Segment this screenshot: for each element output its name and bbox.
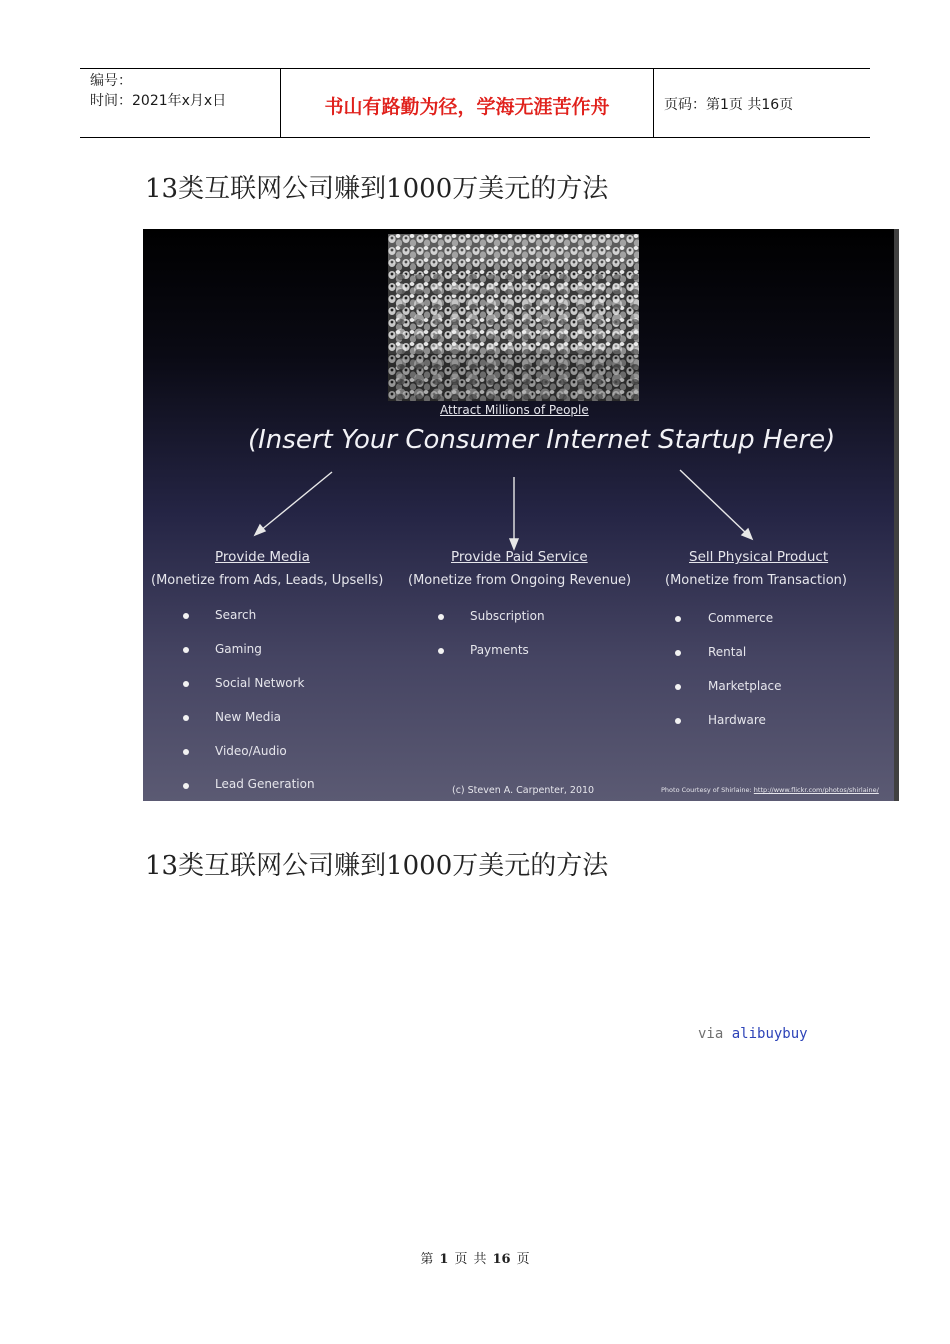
list-item: Search (215, 608, 257, 622)
footer-text: 共 (473, 1252, 487, 1267)
header-page-info: 页码：第1页 共16页 (664, 97, 794, 113)
slide-image (143, 229, 899, 801)
slide-headline: (Insert Your Consumer Internet Startup Here) (248, 425, 836, 455)
list-item: Hardware (708, 713, 766, 727)
column-2-subtitle: (Monetize from Ongoing Revenue) (408, 573, 632, 588)
footer-total-pages: 16 (492, 1252, 511, 1267)
list-item: Payments (470, 643, 529, 657)
list-item: Commerce (708, 611, 774, 625)
column-3-subtitle: (Monetize from Transaction) (665, 573, 847, 588)
bullet-icon (675, 650, 681, 656)
bullet-icon (675, 684, 681, 690)
bullet-icon (675, 718, 681, 724)
bullet-icon (438, 648, 444, 654)
footer-text: 第 (420, 1252, 434, 1267)
column-1-title: Provide Media (215, 549, 310, 565)
via-link[interactable]: alibuybuy (731, 1026, 808, 1042)
photo-credit (661, 786, 879, 794)
serial-label: 编号： (90, 73, 132, 89)
via-label: via (698, 1026, 724, 1042)
bullet-icon (183, 647, 189, 653)
footer-text: 页 (454, 1252, 468, 1267)
bullet-icon (675, 616, 681, 622)
column-1-subtitle: (Monetize from Ads, Leads, Upsells) (151, 573, 384, 588)
page-header (80, 68, 870, 138)
column-3-title: Sell Physical Product (689, 549, 829, 565)
bullet-icon (183, 749, 189, 755)
photo-credit-link[interactable]: http://www.flickr.com/photos/shirlaine/ (753, 786, 879, 794)
via-credit (698, 1026, 808, 1042)
footer-page-number: 1 (439, 1252, 449, 1267)
bullet-icon (183, 715, 189, 721)
list-item: Marketplace (708, 679, 782, 693)
list-item: Video/Audio (215, 744, 287, 758)
list-item: Subscription (470, 609, 545, 623)
header-meta (80, 69, 280, 137)
doc-title: 13类互联网公司赚到1000万美元的方法 (145, 174, 609, 204)
list-item: Lead Generation (215, 777, 315, 791)
footer-text: 页 (516, 1252, 530, 1267)
list-item: Rental (708, 645, 747, 659)
doc-title-repeat: 13类互联网公司赚到1000万美元的方法 (145, 851, 609, 881)
column-2-title: Provide Paid Service (451, 549, 588, 565)
bullet-icon (183, 613, 189, 619)
time-label: 时间：2021年x月x日 (90, 93, 227, 109)
list-item: Social Network (215, 676, 305, 690)
list-item: Gaming (215, 642, 262, 656)
page-footer (0, 1248, 950, 1267)
slide-copyright: (c) Steven A. Carpenter, 2010 (452, 785, 595, 796)
bullet-icon (183, 783, 189, 789)
bullet-icon (438, 614, 444, 620)
slide-border (894, 229, 899, 801)
bullet-icon (183, 681, 189, 687)
photo-credit-prefix: Photo Courtesy of Shirlaine: (661, 786, 754, 794)
list-item: New Media (215, 710, 282, 724)
slide-caption: Attract Millions of People (440, 403, 589, 417)
header-motto: 书山有路勤为径，学海无涯苦作舟 (280, 69, 654, 137)
